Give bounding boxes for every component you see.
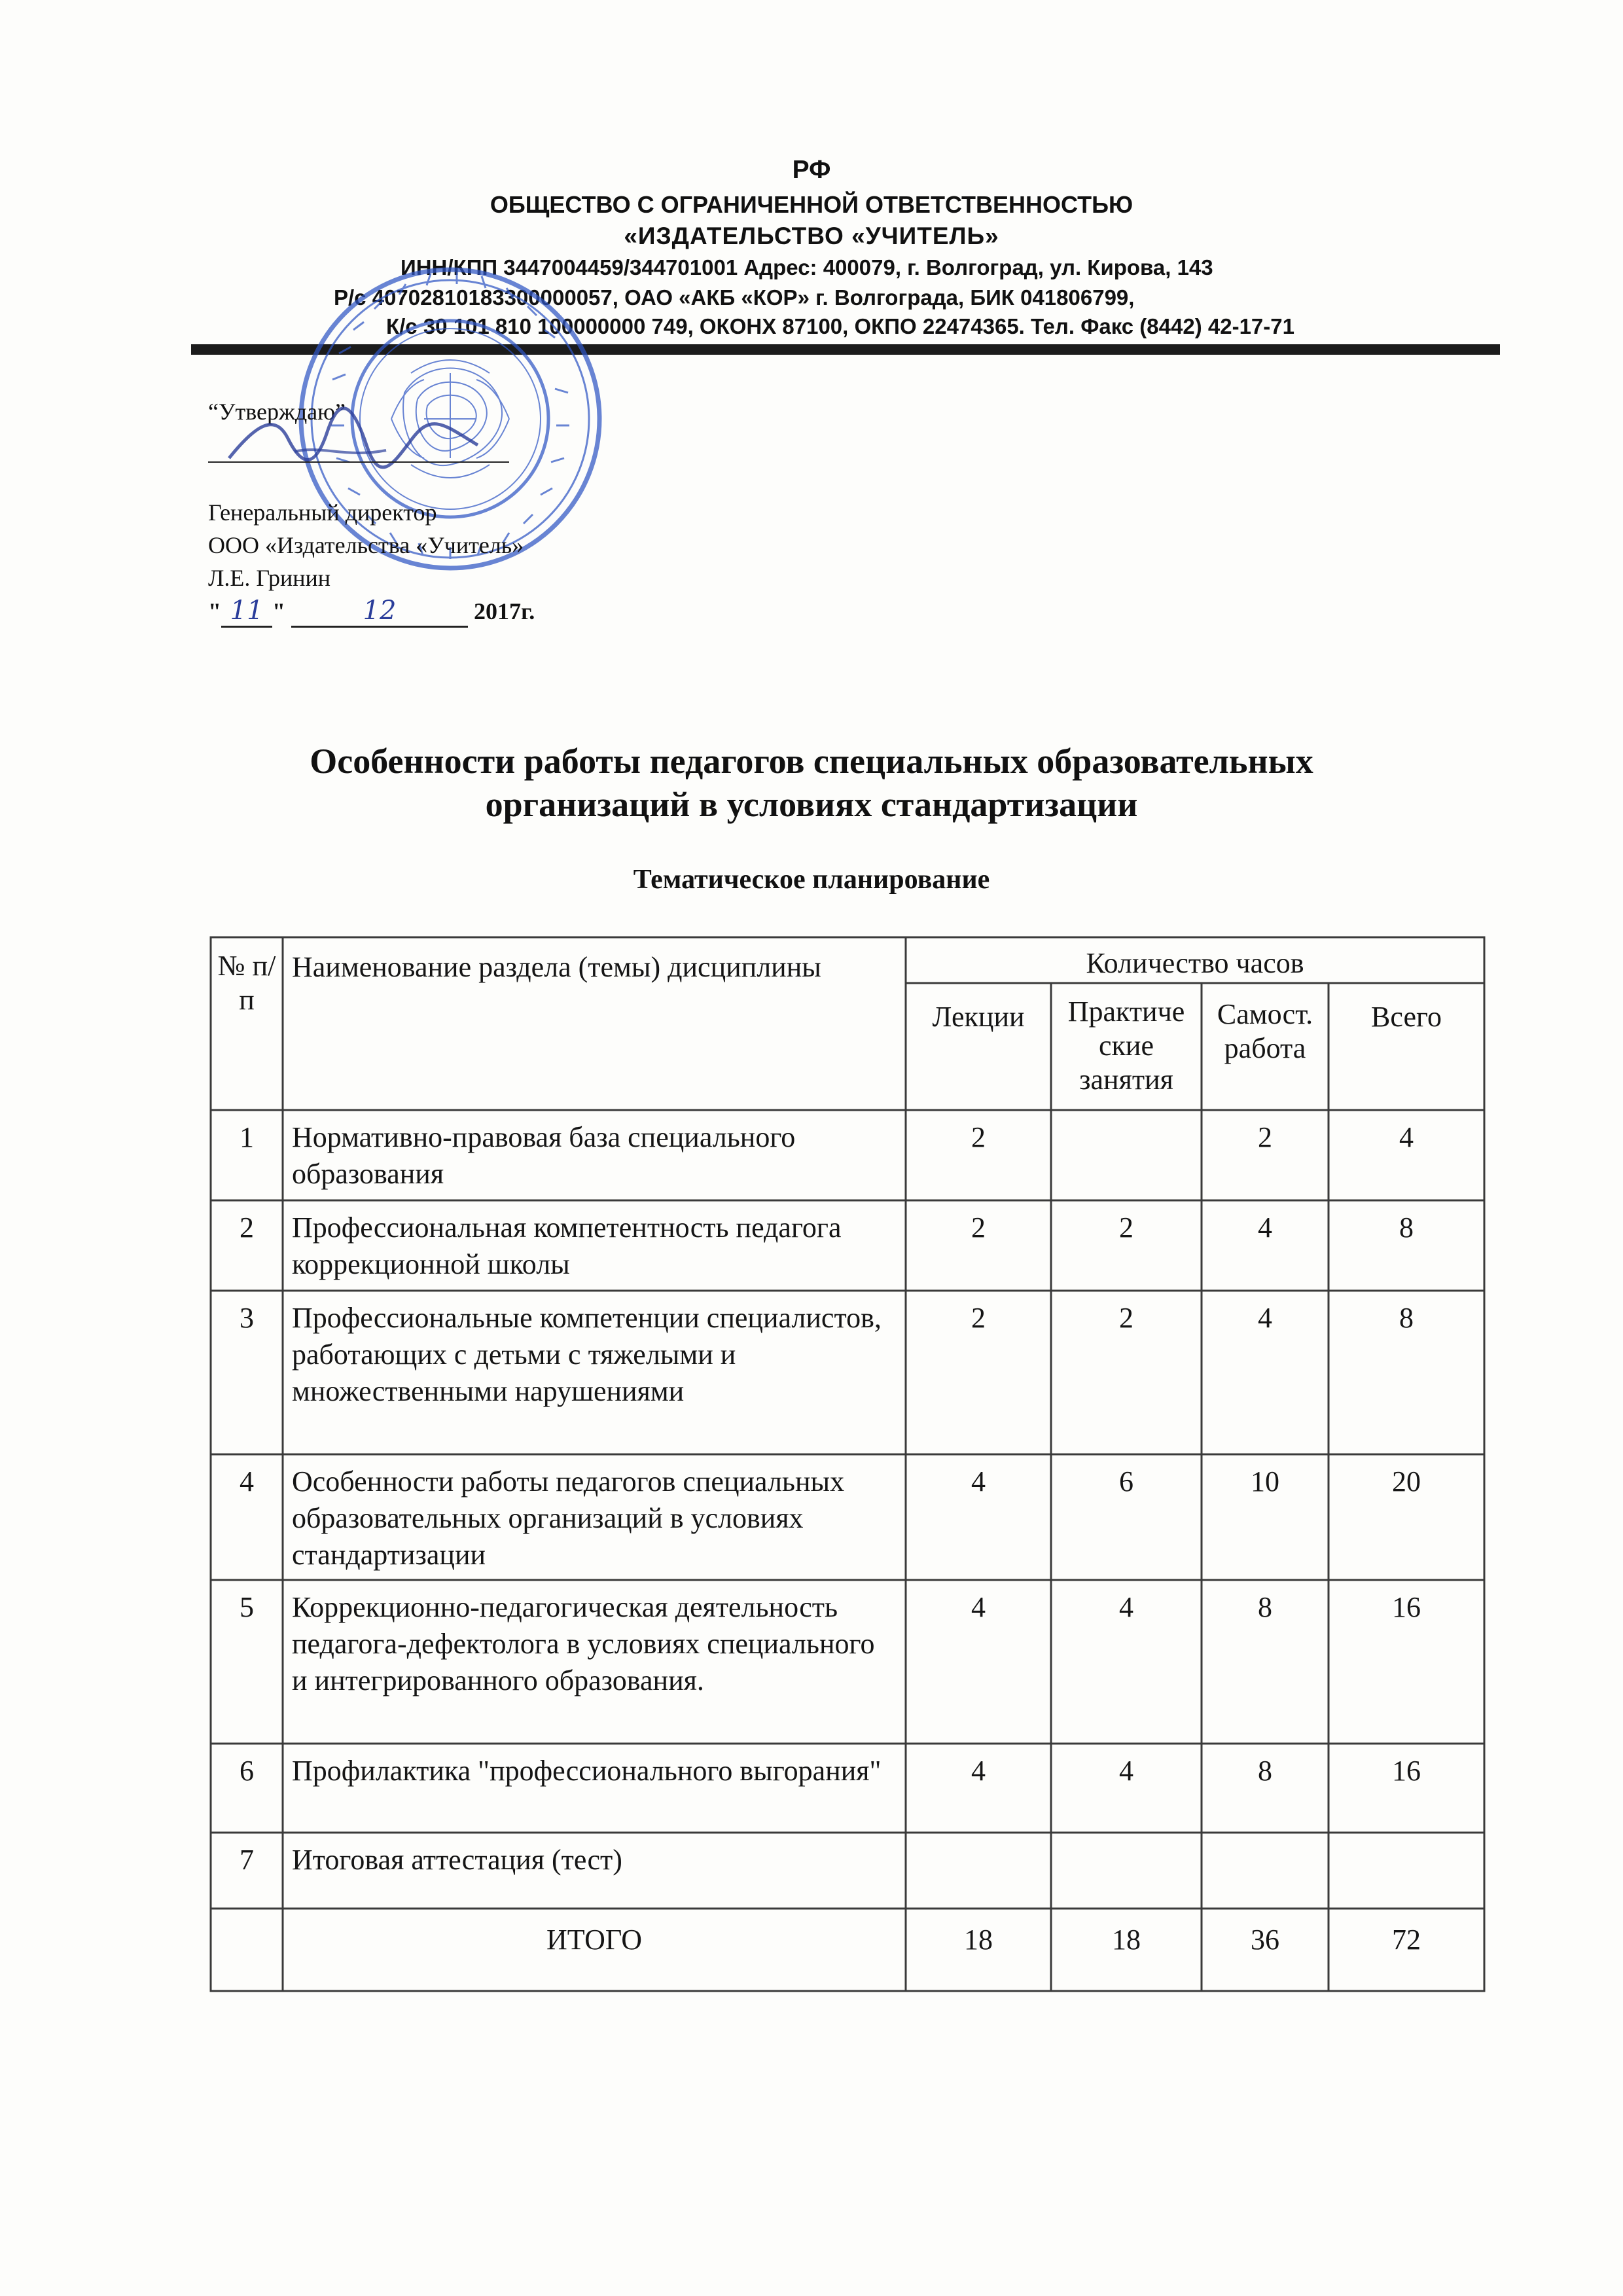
date-month: 12 [291, 596, 468, 628]
date-year: 2017г. [474, 598, 535, 624]
row-5-num: 5 [240, 1591, 254, 1623]
row-3-selfwork: 4 [1258, 1302, 1272, 1334]
date-day: 11 [221, 596, 272, 628]
row-2-selfwork: 4 [1258, 1211, 1272, 1244]
row-3-total: 8 [1399, 1302, 1414, 1334]
row-4-practical: 6 [1119, 1465, 1133, 1498]
row-4-total: 20 [1392, 1465, 1421, 1498]
row-2-num: 2 [240, 1211, 254, 1244]
date-open-quote: " [208, 598, 221, 624]
approver-organization: ООО «Издательства «Учитель» [208, 532, 524, 558]
total-row-practical: 18 [1112, 1924, 1141, 1956]
row-6-practical: 4 [1119, 1755, 1133, 1787]
row-1-total: 4 [1399, 1121, 1414, 1153]
row-2-lectures: 2 [971, 1211, 986, 1244]
row-1-selfwork: 2 [1258, 1121, 1272, 1153]
row-5-selfwork: 8 [1258, 1591, 1272, 1623]
approval-date [208, 596, 535, 628]
row-1-name: Нормативно-правовая база специального образования [292, 1121, 796, 1190]
letterhead-requisites-1: ИНН/КПП 3447004459/344701001 Адрес: 400079, г. Волгоград, ул. Кирова, 143 [401, 255, 1213, 279]
header-practical [1051, 995, 1202, 1097]
header-practical-line-1: Практиче [1067, 996, 1185, 1028]
signature-line [208, 461, 509, 463]
document-title-line-1: Особенности работы педагогов специальных образовательных [310, 742, 1313, 781]
row-5-lectures: 4 [971, 1591, 986, 1623]
row-2-name: Профессиональная компетентность педагога коррекционной школы [292, 1211, 842, 1280]
row-6-total: 16 [1392, 1755, 1421, 1787]
row-6-name: Профилактика "профессионального выгорания" [292, 1755, 882, 1787]
row-4-selfwork: 10 [1251, 1465, 1279, 1498]
header-num: № п/п [217, 950, 276, 1016]
row-6-selfwork: 8 [1258, 1755, 1272, 1787]
row-5-total: 16 [1392, 1591, 1421, 1623]
approval-title: “Утверждаю” [208, 399, 346, 425]
total-row-total: 72 [1392, 1924, 1421, 1956]
row-3-practical: 2 [1119, 1302, 1133, 1334]
document-title-line-2: организаций в условиях стандартизации [485, 785, 1138, 824]
total-row-selfwork: 36 [1251, 1924, 1279, 1956]
row-5-name: Коррекционно-педагогическая деятельность педагога-дефектолога в условиях специального и интегрированного образования. [292, 1591, 875, 1696]
approver-position: Генеральный директор [208, 499, 437, 526]
letterhead-country: РФ [792, 156, 831, 184]
row-2-practical: 2 [1119, 1211, 1133, 1244]
row-4-num: 4 [240, 1465, 254, 1498]
row-4-lectures: 4 [971, 1465, 986, 1498]
row-1-lectures: 2 [971, 1121, 986, 1153]
header-selfwork [1202, 997, 1329, 1066]
header-lectures: Лекции [932, 1001, 1025, 1033]
row-7-name: Итоговая аттестация (тест) [292, 1844, 622, 1876]
row-3-name: Профессиональные компетенции специалистов, работающих с детьми с тяжелыми и множественными нарушениями [292, 1302, 882, 1407]
header-total: Всего [1371, 1001, 1442, 1033]
header-name: Наименование раздела (темы) дисциплины [292, 951, 821, 983]
row-3-num: 3 [240, 1302, 254, 1334]
letterhead-org-type: ОБЩЕСТВО С ОГРАНИЧЕННОЙ ОТВЕТСТВЕННОСТЬЮ [490, 191, 1133, 218]
total-row-lectures: 18 [964, 1924, 993, 1956]
letterhead-requisites-2: Р/с 40702810183300000057, ОАО «АКБ «КОР» г. Волгограда, БИК 041806799, [334, 285, 1135, 310]
header-hours-group: Количество часов [1086, 947, 1304, 979]
total-row-label: ИТОГО [546, 1924, 642, 1956]
row-4-name: Особенности работы педагогов специальных образовательных организаций в условиях стандартизации [292, 1465, 845, 1571]
row-1-num: 1 [240, 1121, 254, 1153]
approver-name: Л.Е. Гринин [208, 565, 331, 591]
row-5-practical: 4 [1119, 1591, 1133, 1623]
row-6-num: 6 [240, 1755, 254, 1787]
letterhead-requisites-3: К/с 30 101 810 100000000 749, ОКОНХ 87100, ОКПО 22474365. Тел. Факс (8442) 42-17-71 [386, 314, 1294, 338]
header-practical-line-2: ские [1099, 1030, 1154, 1062]
date-close-quote: " [272, 598, 285, 624]
row-6-lectures: 4 [971, 1755, 986, 1787]
letterhead-org-name: «ИЗДАТЕЛЬСТВО «УЧИТЕЛЬ» [624, 223, 999, 249]
row-3-lectures: 2 [971, 1302, 986, 1334]
document-subtitle: Тематическое планирование [633, 865, 990, 895]
row-7-num: 7 [240, 1844, 254, 1876]
header-selfwork-line-1: Самост. [1217, 998, 1313, 1030]
header-selfwork-line-2: работа [1224, 1032, 1306, 1064]
row-2-total: 8 [1399, 1211, 1414, 1244]
header-practical-line-3: занятия [1079, 1064, 1173, 1096]
director-signature-icon [216, 399, 491, 478]
